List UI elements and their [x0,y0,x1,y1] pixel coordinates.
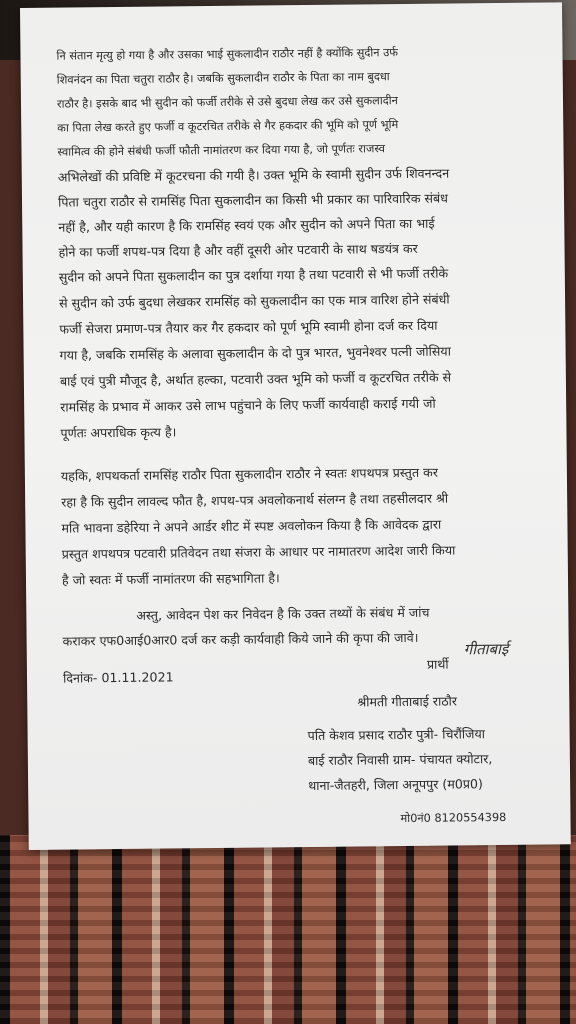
body-line: पूर्णतः अपराधिक कृत्य है। [60,424,177,441]
body-line: बाई एवं पुत्री मौजूद है, अर्थात हल्का, पटवारी उक्त भूमि को फर्जी व कूटरचित तरीके से [59,369,452,389]
body-line: प्रस्तुत शपथपत्र पटवारी प्रतिवेदन तथा संजरा के आधार पर नामातरण आदेश जारी किया [61,542,456,562]
body-line: राठौर है। इसके बाद भी सुदीन को फर्जी तरीके से उसे बुदधा लेख कर उसे सुकलादीन [56,94,398,111]
address-line: थाना-जैतहरी, जिला अनूपपुर (म0प्र0) [308,776,483,794]
body-line: पिता चतुरा राठौर से रामसिंह पिता सुकलादीन का किसी भी प्रकार का पारिवारिक संबंध [57,190,448,210]
body-line: सुदीन को अपने पिता सुकलादीन का पुत्र दर्शाया गया है तथा पटवारी से भी फर्जी तरीके [58,265,449,285]
body-line: गया है, जबकि रामसिंह के अलावा सुकलादीन के दो पुत्र भारत, भुवनेश्वर पत्नी जोसिया [59,343,451,363]
body-line: मति भावना डहेरिया ने अपने आर्डर शीट में स्पष्ट अवलोकन किया है कि आवेदक द्वारा [61,516,442,536]
body-line: फर्जी सेजरा प्रमाण-पत्र तैयार कर गैर हकदार को पूर्ण भूमि स्वामी होना दर्ज कर दिया [59,317,438,337]
body-line: स्वामित्व की होने संबंधी फर्जी फौती नामांतरण कर दिया गया है, जो पूर्णतः राजस्व [57,142,386,159]
body-line: यहकि, शपथकर्ता रामसिंह राठौर पिता सुकलादीन राठौर ने स्वतः शपथपत्र प्रस्तुत कर [60,464,439,484]
body-line: नहीं है, और यही कारण है कि रामसिंह स्वयं एक और सुदीन को अपने पिता का भाई [58,215,435,235]
prarthi-label: प्रार्थी [426,656,449,672]
body-line: से सुदीन को उर्फ बुदधा लेखकर रामसिंह को सुकलादीन का एक मात्र वारिश होने संबंधी [59,291,450,311]
body-line: रामसिंह के प्रभाव में आकर उसे लाभ पहुंचाने के लिए फर्जी कार्यवाही कराई गयी जो [60,395,436,415]
body-line: कराकर एफ0आई0आर0 दर्ज कर कड़ी कार्यवाही किये जाने की कृपा की जावे। [62,629,419,649]
address-line: बाई राठौर निवासी ग्राम- पंचायत क्योटार, [307,751,493,769]
body-line: अस्तु, आवेदन पेश कर निवेदन है कि उक्त तथ्यों के संबंध में जांच [136,604,430,623]
body-line: का पिता लेख करते हुए फर्जी व कूटरचित तरीके से गैर हकदार की भूमि को पूर्ण भूमि [57,118,399,135]
mobile-number: मो0नं0 8120554398 [400,810,507,826]
body-line: अभिलेखों की प्रविष्टि में कूटरचना की गयी है। उक्त भूमि के स्वामी सुदीन उर्फ शिवनन्दन [57,165,450,185]
body-line: नि संतान मृत्यु हो गया है और उसका भाई सुकलादीन राठौर नहीं है क्योंकि सुदीन उर्फ [56,46,399,63]
address-line: पति केशव प्रसाद राठौर पुत्री- चिरौंजिया [307,726,486,744]
handwritten-signature: गीताबाई [463,639,509,659]
body-line: है जो स्वतः में फर्जी नामांतरण की सहभागिता है। [61,570,280,588]
date: दिनांक- 01.11.2021 [62,669,174,686]
applicant-name: श्रीमती गीताबाई राठौर [357,693,458,710]
document-page [20,2,571,850]
body-line: रहा है कि सुदीन लावल्द फौत है, शपथ-पत्र अवलोकनार्थ संलग्न है तथा तहसीलदार श्री [61,490,449,510]
body-line: होने का फर्जी शपथ-पत्र दिया है और वहीं दूसरी ओर पटवारी के साथ षडयंत्र कर [58,240,418,260]
fabric-texture [0,835,576,1024]
body-line: शिवनंदन का पिता चतुरा राठौर है। जबकि सुकलादीन राठौर के पिता का नाम बुदधा [56,70,390,87]
